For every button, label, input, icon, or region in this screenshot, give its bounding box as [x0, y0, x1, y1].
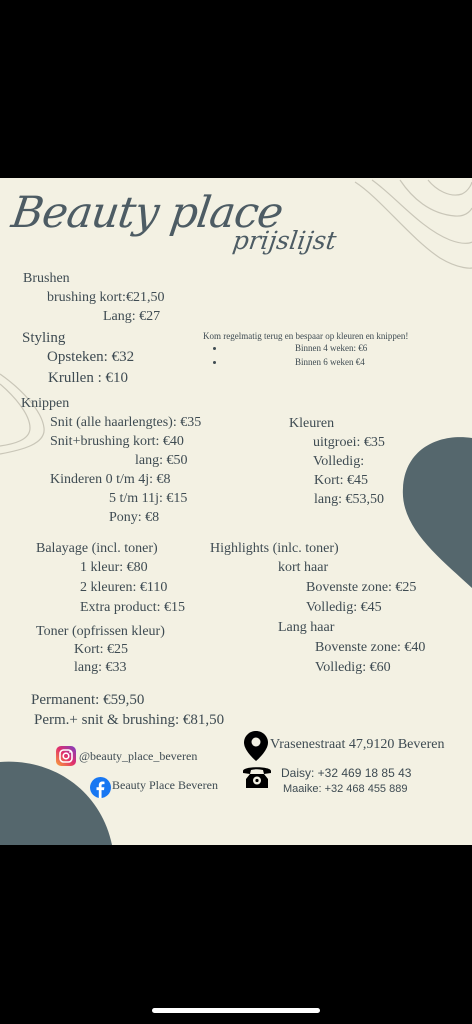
balayage-2-kleuren: 2 kleuren: €110: [80, 580, 168, 595]
phone-maaike[interactable]: Maaike: +32 468 455 889: [283, 783, 408, 795]
knippen-snit-brushing-kort: Snit+brushing kort: €40: [50, 434, 184, 449]
balayage-extra: Extra product: €15: [80, 600, 185, 615]
kleuren-volledig-label: Volledig:: [313, 454, 365, 469]
brushen-kort: brushing kort:€21,50: [47, 290, 165, 305]
knippen-kinderen-5-11: 5 t/m 11j: €15: [109, 491, 188, 506]
styling-heading: Styling: [22, 330, 66, 346]
decorative-blob-right: [403, 437, 472, 588]
page-title: Beauty place: [8, 188, 286, 238]
knippen-snit-brushing-lang: lang: €50: [135, 453, 188, 468]
balayage-1-kleur: 1 kleur: €80: [80, 560, 148, 575]
brushen-heading: Brushen: [23, 271, 70, 286]
kleuren-lang: lang: €53,50: [314, 492, 384, 507]
price-list-card: [0, 178, 472, 845]
highlights-lang-heading: Lang haar: [278, 620, 335, 635]
facebook-icon: [90, 777, 111, 798]
page-subtitle: prijslijst: [230, 226, 339, 255]
styling-opsteken: Opsteken: €32: [47, 349, 135, 365]
promo-bullet: [213, 361, 216, 364]
promo-item: Binnen 6 weken €4: [295, 357, 365, 367]
styling-krullen: Krullen : €10: [48, 370, 128, 386]
perm-snit-brushing-price: Perm.+ snit & brushing: €81,50: [34, 712, 225, 728]
highlights-lang-bovenste: Bovenste zone: €40: [315, 640, 426, 655]
knippen-snit: Snit (alle haarlengtes): €35: [50, 415, 202, 430]
decorative-blob-bottom-left: [0, 762, 112, 845]
location-pin-icon: [244, 731, 268, 761]
kleuren-uitgroei: uitgroei: €35: [313, 435, 385, 450]
knippen-heading: Knippen: [21, 396, 70, 411]
instagram-icon: [56, 746, 76, 766]
highlights-heading: Highlights (inlc. toner): [210, 541, 339, 556]
promo-item: Binnen 4 weken: €6: [295, 343, 368, 353]
kleuren-heading: Kleuren: [289, 416, 335, 431]
brushen-lang: Lang: €27: [103, 309, 161, 324]
highlights-kort-heading: kort haar: [278, 560, 329, 575]
phone-daisy[interactable]: Daisy: +32 469 18 85 43: [281, 766, 412, 780]
facebook-page[interactable]: Beauty Place Beveren: [112, 778, 218, 792]
highlights-kort-bovenste: Bovenste zone: €25: [306, 580, 417, 595]
highlights-kort-volledig: Volledig: €45: [306, 600, 382, 615]
knippen-kinderen-0-4: Kinderen 0 t/m 4j: €8: [50, 472, 171, 487]
knippen-pony: Pony: €8: [109, 510, 160, 525]
balayage-heading: Balayage (incl. toner): [36, 541, 158, 556]
toner-kort: Kort: €25: [74, 642, 129, 657]
kleuren-kort: Kort: €45: [314, 473, 369, 488]
telephone-icon: [241, 763, 273, 789]
instagram-handle[interactable]: @beauty_place_beveren: [79, 749, 198, 763]
address[interactable]: Vrasenestraat 47,9120 Beveren: [270, 737, 445, 752]
home-indicator[interactable]: [152, 1008, 320, 1013]
toner-heading: Toner (opfrissen kleur): [36, 624, 165, 639]
permanent-price: Permanent: €59,50: [31, 692, 145, 708]
highlights-lang-volledig: Volledig: €60: [315, 660, 391, 675]
toner-lang: lang: €33: [74, 660, 127, 675]
promo-heading: Kom regelmatig terug en bespaar op kleuren en knippen!: [203, 331, 409, 341]
promo-bullet: [213, 347, 216, 350]
